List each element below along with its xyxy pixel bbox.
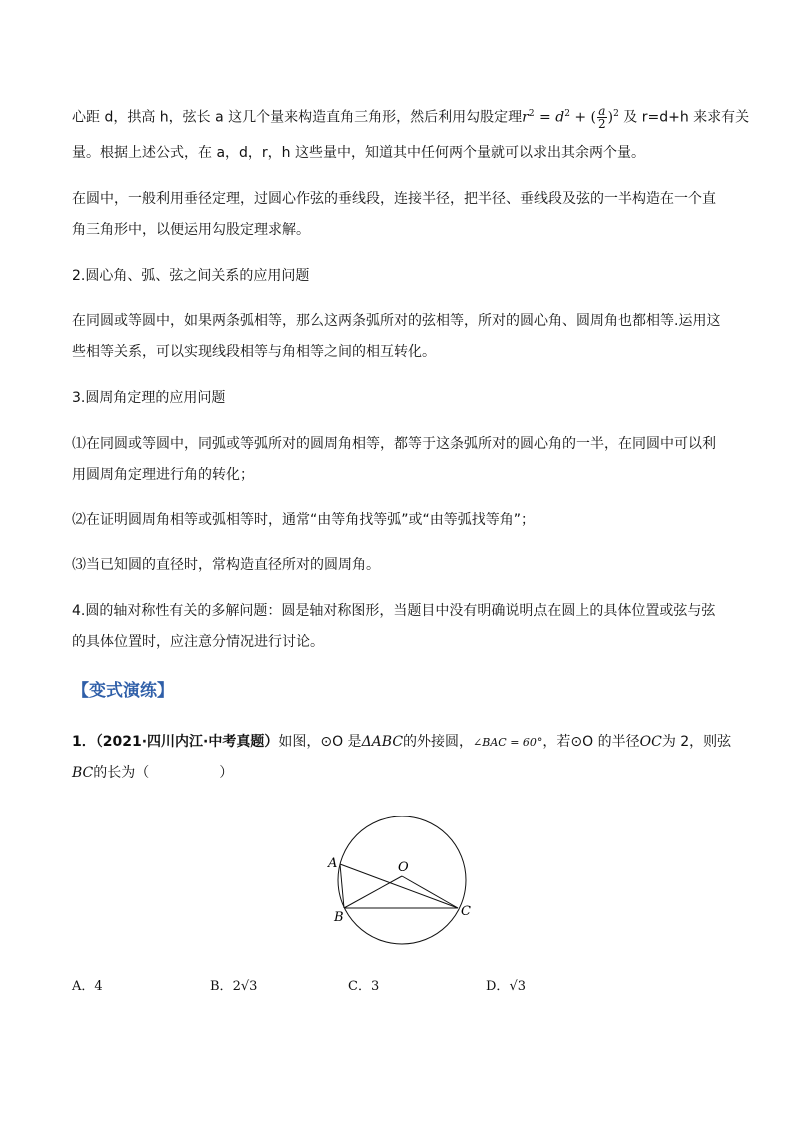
exponent: 2 <box>528 109 535 119</box>
text-segment: 心距 d，拱高 h，弦长 a 这几个量来构造直角三角形，然后利用勾股定理 <box>72 109 523 126</box>
sub-item-2: ⑵在证明圆周角相等或弧相等时，通常“由等角找等弧”或“由等弧找等角”； <box>72 512 536 528</box>
exponent: 2 <box>564 109 570 119</box>
question-text: 如图，⊙O 是 <box>278 734 362 750</box>
label-c: C <box>461 904 471 919</box>
triangle-abc: ΔABC <box>361 734 404 750</box>
label-a: A <box>328 856 338 871</box>
item-4-line1: 4.圆的轴对称性有关的多解问题：圆是轴对称图形，当题目中没有明确说明点在圆上的具体位置或弦与弦 <box>72 603 716 619</box>
paragraph-formula <box>72 98 750 134</box>
question-text: 为 2，则弦 <box>661 734 732 750</box>
sub-item-3: ⑶当已知圆的直径时，常构造直径所对的圆周角。 <box>72 557 380 573</box>
radius-oc <box>402 876 458 908</box>
option-key: C． <box>348 979 371 994</box>
question-line2 <box>72 757 722 789</box>
item-2-title: 2.圆心角、弧、弦之间关系的应用问题 <box>72 268 310 284</box>
sub-item-1-line2: 用圆周角定理进行角的转化； <box>72 467 254 483</box>
option-a[interactable] <box>72 974 103 1000</box>
option-b[interactable] <box>210 974 257 1000</box>
option-value: 2√3 <box>232 979 258 994</box>
question-text: 的外接圆， <box>403 734 474 750</box>
paragraph-formula-line1 <box>72 98 750 134</box>
question-text: ） <box>219 765 234 781</box>
radius-ob <box>344 876 402 908</box>
formula-d: d <box>555 109 565 126</box>
question-text: ，若⊙O 的半径 <box>542 734 640 750</box>
paragraph-formula-line2: 量。根据上述公式，在 a，d，r，h 这些量中，知道其中任何两个量就可以求出其余两个量。 <box>72 145 645 161</box>
label-o: O <box>398 860 409 875</box>
fraction-denominator: 2 <box>598 117 606 132</box>
option-c[interactable] <box>348 974 379 1000</box>
option-value: 4 <box>94 979 103 994</box>
question-text: 的长为（ <box>93 765 150 781</box>
paragraph-perpendicular-line2: 角三角形中，以便运用勾股定理求解。 <box>72 222 310 238</box>
answer-options <box>72 974 722 1000</box>
label-b: B <box>334 910 344 925</box>
sub-item-1-line1: ⑴在同圆或等圆中，同弧或等弧所对的圆周角相等，都等于这条弧所对的圆心角的一半，在同圆中可以利 <box>72 436 716 452</box>
option-key: B． <box>210 979 233 994</box>
formula-r: r <box>522 109 529 126</box>
question-line1 <box>72 726 732 759</box>
item-3-title: 3.圆周角定理的应用问题 <box>72 390 226 406</box>
angle-bac: ∠BAC = 60° <box>473 736 543 749</box>
paragraph-perpendicular-line1: 在圆中，一般利用垂径定理，过圆心作弦的垂线段，连接半径，把半径、垂线段及弦的一半构造在一个直 <box>72 191 716 207</box>
option-value: 3 <box>370 979 380 994</box>
question-number: 1． <box>72 734 96 750</box>
section-heading: 【变式演练】 <box>72 681 174 701</box>
question-source: （2021·四川内江·中考真题） <box>95 734 279 750</box>
option-value: √3 <box>509 979 526 994</box>
option-key: A． <box>72 979 95 994</box>
exponent: 2 <box>613 109 619 119</box>
formula-close-paren: ) <box>607 109 614 126</box>
paragraph-arcs-line2: 些相等关系，可以实现线段相等与角相等之间的相互转化。 <box>72 344 436 360</box>
option-key: D． <box>486 979 510 994</box>
segment-oc: OC <box>639 734 662 750</box>
text-segment: 及 r=d+h 来求有关 <box>618 109 750 126</box>
fraction-a-over-2 <box>597 105 607 130</box>
segment-bc: BC <box>72 765 94 781</box>
fraction-numerator: a <box>598 104 606 119</box>
formula-equals: = <box>534 109 556 126</box>
formula-plus: + ( <box>569 109 597 126</box>
circle-figure <box>326 816 486 956</box>
option-d[interactable] <box>486 974 526 1000</box>
paragraph-arcs-line1: 在同圆或等圆中，如果两条弧相等，那么这两条弧所对的弦相等，所对的圆心角、圆周角也都相等.运用这 <box>72 313 721 329</box>
circumcircle <box>338 816 466 944</box>
item-4-line2: 的具体位置时，应注意分情况进行讨论。 <box>72 634 324 650</box>
